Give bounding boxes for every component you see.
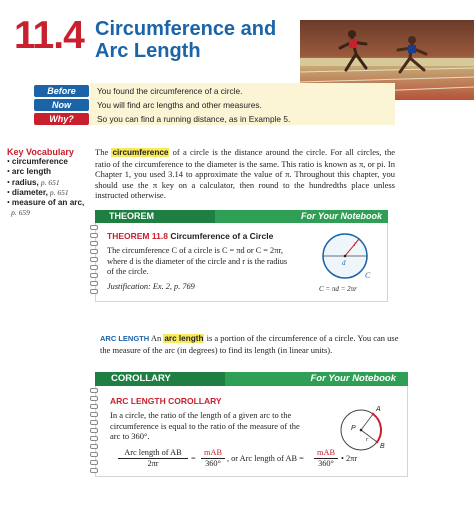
section-number: 11.4 xyxy=(14,14,84,57)
center-p-label: P xyxy=(351,425,356,432)
now-text: You will find arc lengths and other measures. xyxy=(97,99,262,110)
corollary-heading: ARC LENGTH COROLLARY xyxy=(110,396,222,406)
term-circumference: circumference xyxy=(112,148,169,157)
formula-rhs-denominator: 360° xyxy=(205,459,221,468)
formula-tail: • 2πr xyxy=(341,454,358,463)
arc-length-formula: Arc length of AB 2πr = mAB 360° , or Arc length of AB = mAB 360° • 2πr xyxy=(118,448,398,472)
arc-length-tag: ARC LENGTH xyxy=(100,334,150,343)
intro-paragraph: The circumference of a circle is the distance around the circle. For all circles, the ratio of the circumference to the diameter is the same. This ratio is known as π, or pi. In Chapter 1, you used 3.14 to approximate the value of π. Throughout this chapter, you should use the π key on a calculator, then round to the hundredths place unless instructed otherwise. xyxy=(95,147,396,200)
formula-denominator: 2πr xyxy=(147,459,159,468)
point-a-label: A xyxy=(376,406,381,413)
circumference-formula: C = πd = 2πr xyxy=(319,285,357,293)
term-arc-length: arc length xyxy=(164,334,204,343)
theorem-heading: THEOREM 11.8 Circumference of a Circle xyxy=(107,231,274,241)
formula-middle: , or Arc length of AB = xyxy=(227,454,304,463)
objective-before xyxy=(34,84,242,97)
why-text: So you can find a running distance, as in Example 5. xyxy=(97,113,291,124)
corollary-label: COROLLARY xyxy=(111,373,171,384)
arc-length-paragraph: ARC LENGTH An arc length is a portion of the circumference of a circle. You can use the measure of the arc (in degrees) to find its length (in linear units). xyxy=(100,333,399,355)
key-vocabulary-title: Key Vocabulary xyxy=(7,147,74,157)
before-tag: Before xyxy=(34,85,89,97)
vocab-item: • diameter, p. 651 xyxy=(7,187,69,197)
corollary-body: In a circle, the ratio of the length of a given arc to the circumference is equal to the ratio of the measure of the arc to 360°. xyxy=(110,410,300,441)
objective-why xyxy=(34,112,290,125)
notebook-label: For Your Notebook xyxy=(310,373,396,384)
vocab-item: • circumference xyxy=(7,157,68,167)
objective-now xyxy=(34,98,262,111)
why-tag: Why? xyxy=(34,113,89,125)
formula-numerator: Arc length of AB xyxy=(118,448,188,459)
vocab-item: • radius, p. 651 xyxy=(7,177,60,187)
radius-label: r xyxy=(354,240,357,248)
circle-figure xyxy=(315,228,379,296)
vocab-item: • measure of an arc, p. 659 xyxy=(7,198,85,218)
theorem-justification: Justification: Ex. 2, p. 769 xyxy=(107,282,195,291)
theorem-body: The circumference C of a circle is C = πd or C = 2πr, where d is the diameter of the circle and r is the radius of the circle. xyxy=(107,246,288,276)
before-text: You found the circumference of a circle. xyxy=(97,85,243,96)
now-tag: Now xyxy=(34,99,89,111)
key-vocabulary xyxy=(7,147,92,218)
radius-label: r xyxy=(366,437,369,443)
diameter-label: d xyxy=(342,259,346,267)
point-b-label: B xyxy=(380,443,385,450)
circumference-label: C xyxy=(365,271,371,280)
theorem-label: THEOREM xyxy=(109,211,154,221)
section-title: Circumference and Arc Length xyxy=(95,18,277,62)
theorem-bar xyxy=(95,210,388,223)
corollary-bar xyxy=(95,372,408,386)
formula-rhs-numerator: mAB xyxy=(201,448,225,459)
vocab-item: • arc length xyxy=(7,167,52,177)
notebook-label: For Your Notebook xyxy=(301,211,382,221)
